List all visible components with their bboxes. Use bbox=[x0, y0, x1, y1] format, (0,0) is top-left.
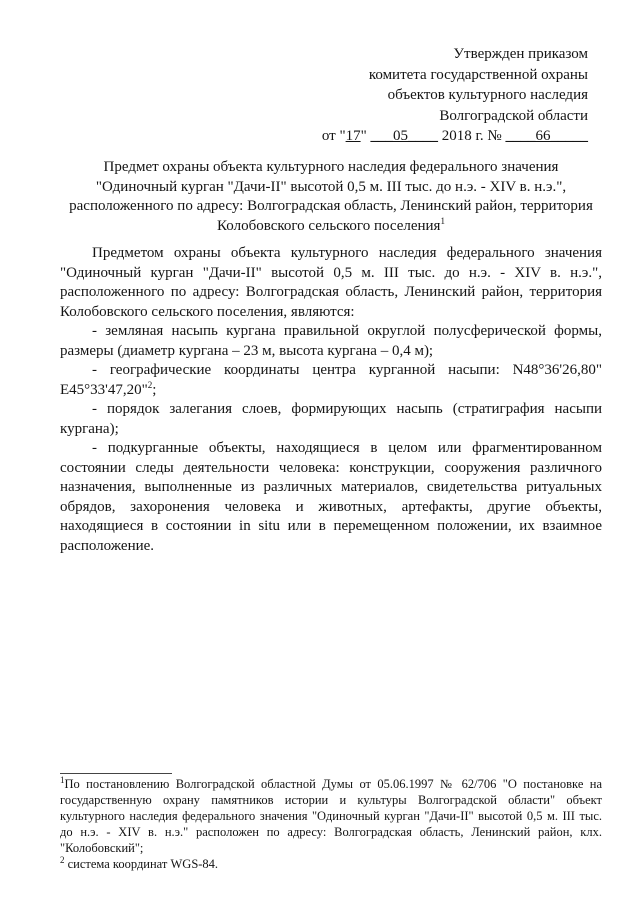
title-line-4-text: Колобовского сельского поселения bbox=[217, 217, 441, 234]
footnote-1 bbox=[60, 776, 602, 856]
date-prefix: от " bbox=[321, 128, 346, 144]
date-month: ___05____ bbox=[370, 128, 438, 144]
date-day: 17 bbox=[345, 128, 361, 144]
document-title bbox=[60, 158, 602, 236]
approval-line-2: комитета государственной охраны bbox=[368, 66, 588, 83]
approval-date-line bbox=[322, 126, 588, 147]
item-stratigraphy: - порядок залегания слоев, формирующих насыпь (стратиграфия насыпи кургана); bbox=[60, 401, 602, 437]
coordinates-footnote-mark: 2 bbox=[147, 379, 153, 390]
intro-paragraph: Предметом охраны объекта культурного наследия федерального значения "Одиночный курган "Дачи-II" высотой 0,5 м. III тыс. до н.э. - XIV в. н.э.", расположенного по адресу: Волгоградская область, Ленинский район, территория Колобовского сельского поселения, являются: bbox=[60, 245, 602, 320]
approval-block bbox=[322, 44, 588, 147]
approval-line-3: объектов культурного наследия bbox=[387, 87, 588, 103]
item-embankment: - земляная насыпь кургана правильной округлой полусферической формы, размеры (диаметр кургана – 23 м, высота кургана – 0,4 м); bbox=[60, 323, 602, 359]
title-line-4 bbox=[60, 217, 602, 237]
item-coordinates bbox=[60, 361, 602, 400]
date-year: 2018 г. № bbox=[437, 128, 506, 144]
footnotes bbox=[60, 776, 602, 872]
order-number: ____66_____ bbox=[505, 128, 588, 144]
footnote-1-mark: 1 bbox=[60, 774, 65, 785]
date-sep: " bbox=[360, 128, 371, 144]
approval-line-4: Волгоградской области bbox=[439, 107, 588, 124]
title-footnote-mark: 1 bbox=[440, 215, 445, 226]
title-line-2: "Одиночный курган "Дачи-II" высотой 0,5 м. III тыс. до н.э. - XIV в. н.э.", bbox=[95, 178, 567, 195]
footnote-2-text: система координат WGS-84. bbox=[67, 857, 219, 871]
footnote-1-text: По постановлению Волгоградской областной Думы от 05.06.1997 № 62/706 "О постановке на государственную охрану памятников истории и культуры Волгоградской области" объект культурного наследия федерального значения "Одиночный курган "Дачи-II" высотой 0,5 м. III тыс. до н.э. - XIV в. н.э." расположен по адресу: Волгоградская область, Ленинский район, клх. "Колобовский"; bbox=[60, 777, 602, 855]
item-coordinates-text: - географические координаты центра курганной насыпи: N48°36'26,80" E45°33'47,20" bbox=[60, 362, 602, 398]
item-subkurgan-objects: - подкурганные объекты, находящиеся в целом или фрагментированном состоянии следы деятельности человека: конструкции, сооружения различного назначения, выполненные из различных материалов, свидетельства ритуальных обрядов, захоронения человека и животных, артефакты, другие объекты, находящиеся в состоянии in situ или в перемещенном положении, их взаимное расположение. bbox=[60, 440, 602, 554]
title-line-3: расположенного по адресу: Волгоградская область, Ленинский район, территория bbox=[69, 198, 593, 214]
footnote-separator bbox=[60, 773, 172, 774]
title-line-1: Предмет охраны объекта культурного наследия федерального значения bbox=[103, 159, 559, 175]
document-body bbox=[60, 244, 602, 556]
footnote-2-mark: 2 bbox=[60, 854, 65, 865]
footnote-2 bbox=[60, 856, 602, 872]
approval-line-1: Утвержден приказом bbox=[453, 46, 588, 62]
item-coordinates-end: ; bbox=[152, 381, 157, 398]
